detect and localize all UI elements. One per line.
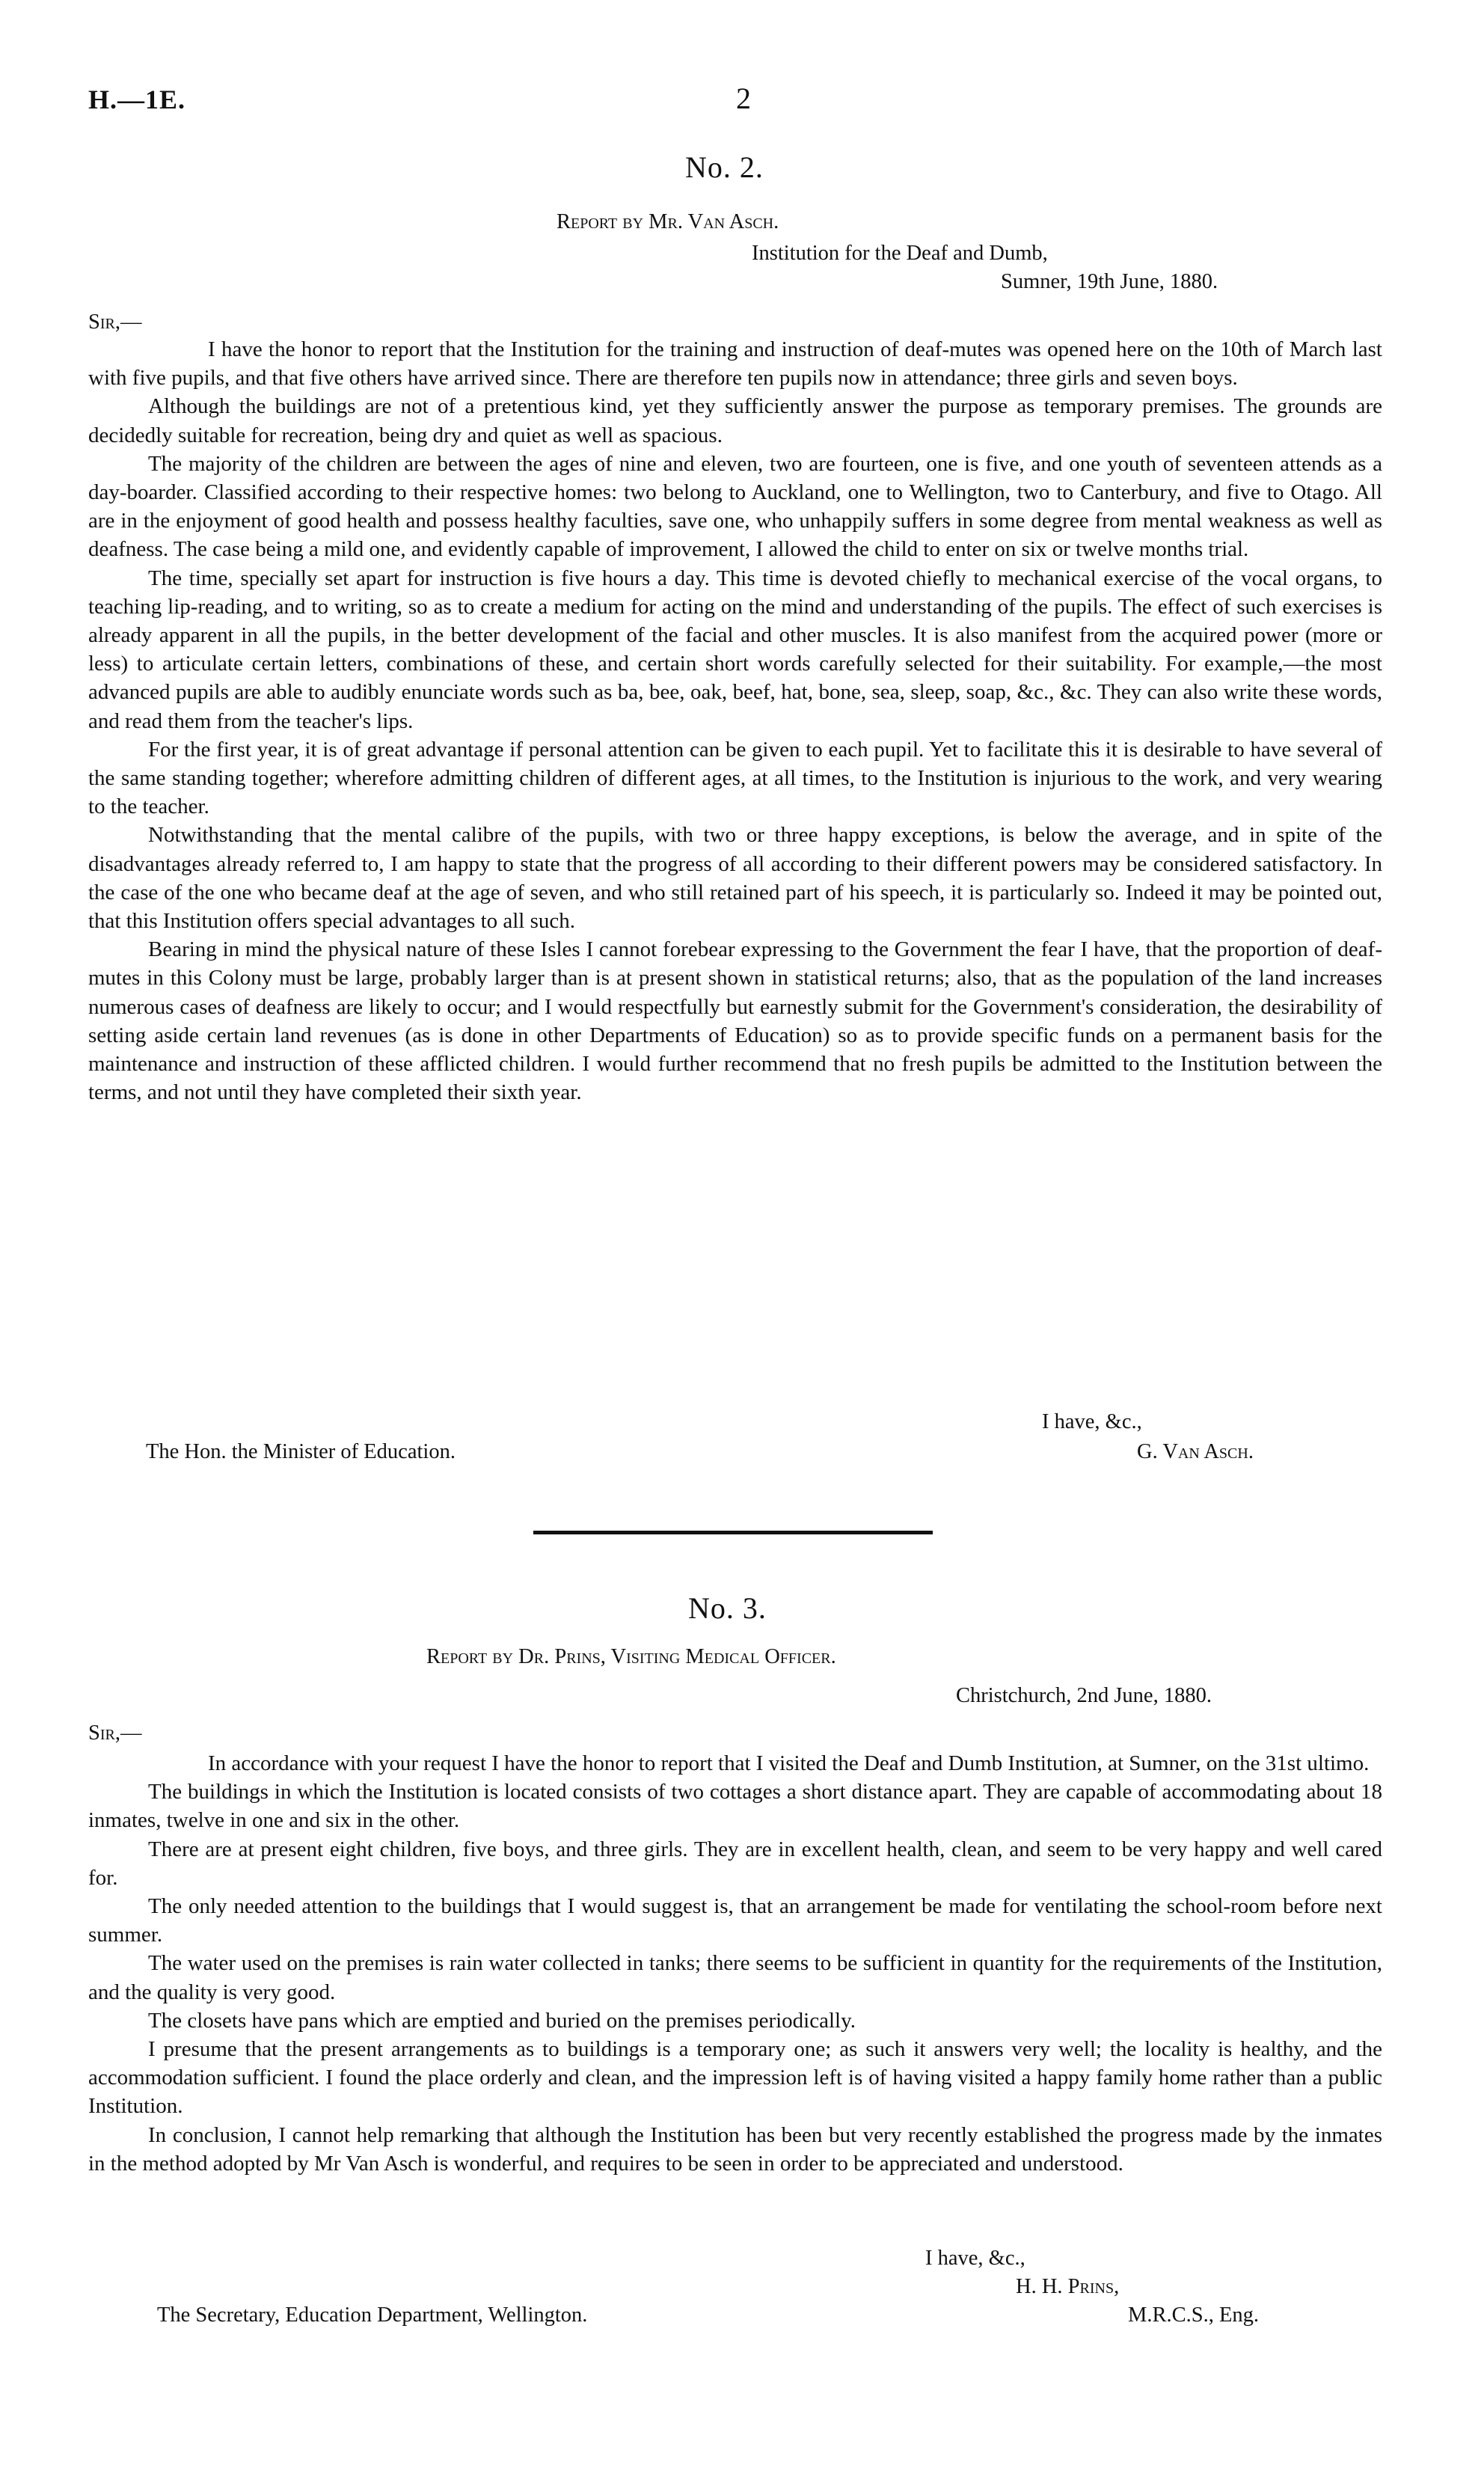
report3-paragraph: There are at present eight children, five boys, and three girls. They are in excellent health, clean, and seem to be very happy and well cared for.	[88, 1837, 1382, 1890]
report2-paragraph: Although the buildings are not of a pretentious kind, yet they sufficiently answer the purpose as temporary premises. The grounds are decidedly suitable for recreation, being dry and quiet as well as spacious.	[88, 394, 1382, 447]
report3-paragraph: The closets have pans which are emptied and buried on the premises periodically.	[148, 2008, 856, 2033]
report2-salutation: Sir,—	[88, 310, 142, 334]
report2-paragraph: I have the honor to report that the Institution for the training and instruction of deaf-mutes was opened here on the 10th of March last with five pupils, and that five others have arrived since. There are therefore ten pupils now in attendance; three girls and seven boys.	[88, 337, 1382, 391]
report3-closing: I have, &c.,	[925, 2247, 1025, 2270]
report2-title: Report by Mr. Van Asch.	[556, 210, 779, 233]
report2-paragraph: The majority of the children are between the ages of nine and eleven, two are fourteen, one is five, and one youth of seventeen attends as a day-boarder. Classified according to their respective homes: two belong to Auckland, one to Wellington, two to Canterbury, and five to Otago. All are in the enjoyment of good health and possess healthy faculties, save one, who unhappily suffers in some degree from mental weakness as well as deafness. The case being a mild one, and evidently capable of improvement, I allowed the child to enter on six or twelve months trial.	[88, 451, 1382, 562]
report3-title: Report by Dr. Prins, Visiting Medical Officer.	[426, 1645, 836, 1668]
report2-paragraph: Notwithstanding that the mental calibre of the pupils, with two or three happy exceptions, is below the average, and in spite of the disadvantages already referred to, I am happy to state that the progress of all according to their different powers may be considered satisfactory. In the case of the one who became deaf at the age of seven, and who still retained part of his speech, it is particularly so. Indeed it may be pointed out, that this Institution offers special advantages to all such.	[88, 823, 1382, 934]
report2-address-line2: Sumner, 19th June, 1880.	[1001, 270, 1218, 293]
report3-signature: H. H. Prins,	[1016, 2275, 1120, 2298]
report3-paragraph: In conclusion, I cannot help remarking that although the Institution has been but very recently established the progress made by the inmates in the method adopted by Mr Van Asch is wonderful, and requires to be seen in order to be appreciated and understood.	[88, 2122, 1382, 2176]
report3-salutation: Sir,—	[88, 1721, 142, 1745]
report2-paragraph: Bearing in mind the physical nature of these Isles I cannot forebear expressing to the Government the fear I have, that the proportion of deaf-mutes in this Colony must be large, probably larger than is at present shown in statistical returns; also, that as the population of the land increases numerous cases of deafness are likely to occur; and I would respectfully but earnestly submit for the Government's consideration, the desirability of setting aside certain land revenues (as is done in other Departments of Education) so as to provide specific funds on a permanent basis for the maintenance and instruction of these afflicted children. I would further recommend that no fresh pupils be admitted to the Institution between the terms, and not until they have completed their sixth year.	[88, 937, 1382, 1105]
report2-closing: I have, &c.,	[1042, 1410, 1142, 1433]
report2-body	[88, 335, 1382, 1106]
report3-paragraph: In accordance with your request I have the honor to report that I visited the Deaf and Dumb Institution, at Sumner, on the 31st ultimo.	[208, 1751, 1370, 1775]
report3-paragraph: I presume that the present arrangements as to buildings is a temporary one; as such it answers very well; the locality is healthy, and the accommodation sufficient. I found the place orderly and clean, and the impression left is of having visited a happy family home rather than a public Institution.	[88, 2037, 1382, 2119]
report3-qualifications: M.R.C.S., Eng.	[1128, 2303, 1259, 2327]
report2-address-line1: Institution for the Deaf and Dumb,	[752, 242, 1048, 265]
report3-body	[88, 1749, 1382, 2178]
report3-dateline: Christchurch, 2nd June, 1880.	[956, 1684, 1212, 1707]
report2-addressee: The Hon. the Minister of Education.	[146, 1440, 456, 1463]
report3-paragraph: The only needed attention to the buildings that I would suggest is, that an arrangement be made for ventilating the school-room before next summer.	[88, 1894, 1382, 1947]
report3-paragraph: The water used on the premises is rain water collected in tanks; there seems to be sufficient in quantity for the requirements of the Institution, and the quality is very good.	[88, 1951, 1382, 2004]
page-number: 2	[736, 82, 751, 115]
report2-paragraph: For the first year, it is of great advantage if personal attention can be given to each pupil. Yet to facilitate this it is desirable to have several of the same standing together; wherefore admitting children of different ages, at all times, to the Institution is injurious to the work, and very wearing to the teacher.	[88, 737, 1382, 819]
report2-signature: G. Van Asch.	[1137, 1440, 1254, 1463]
report2-number: No. 2.	[685, 150, 764, 184]
section-divider	[533, 1531, 933, 1534]
document-code: H.—1E.	[88, 85, 186, 114]
report3-number: No. 3.	[688, 1591, 767, 1625]
report3-addressee: The Secretary, Education Department, Wellington.	[157, 2303, 588, 2327]
report2-paragraph: The time, specially set apart for instruction is five hours a day. This time is devoted chiefly to mechanical exercise of the vocal organs, to teaching lip-reading, and to writing, so as to create a medium for acting on the mind and understanding of the pupils. The effect of such exercises is already apparent in all the pupils, in the better development of the facial and other muscles. It is also manifest from the acquired power (more or less) to articulate certain letters, combinations of these, and certain short words carefully selected for their suitability. For example,—the most advanced pupils are able to audibly enunciate words such as ba, bee, oak, beef, hat, bone, sea, sleep, soap, &c., &c. They can also write these words, and read them from the teacher's lips.	[88, 566, 1382, 733]
report3-paragraph: The buildings in which the Institution is located consists of two cottages a short distance apart. They are capable of accommodating about 18 inmates, twelve in one and six in the other.	[88, 1780, 1382, 1833]
